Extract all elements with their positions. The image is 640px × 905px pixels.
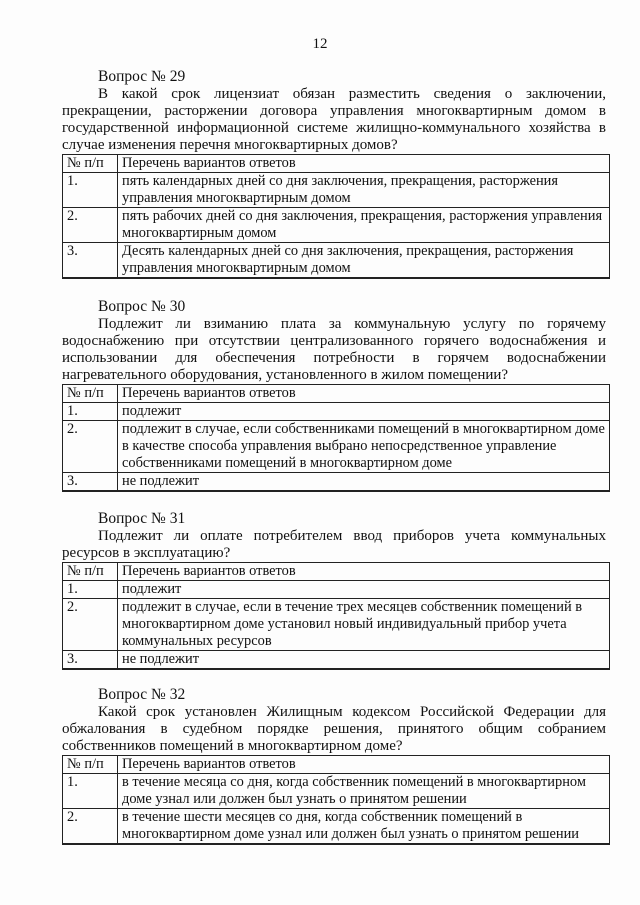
question-title: Вопрос № 31 — [98, 510, 186, 527]
page-number: 12 — [312, 36, 328, 52]
header-cell-answers: Перечень вариантов ответов — [118, 385, 610, 403]
question-title: Вопрос № 30 — [98, 298, 186, 315]
header-cell-answers: Перечень вариантов ответов — [118, 155, 610, 173]
answer-number: 2. — [63, 421, 118, 473]
answer-number: 3. — [63, 651, 118, 670]
answer-text: подлежит в случае, если в течение трех месяцев собственник помещений в многоквартирном доме установил новый индивидуальный прибор учета коммунальных ресурсов — [118, 599, 610, 651]
table-header-row — [63, 385, 610, 403]
answer-text: подлежит — [118, 403, 610, 421]
answer-number: 2. — [63, 208, 118, 243]
table-header-row — [63, 756, 610, 774]
answers-table — [62, 154, 610, 279]
table-row — [63, 774, 610, 809]
header-cell-answers: Перечень вариантов ответов — [118, 756, 610, 774]
answer-text: в течение шести месяцев со дня, когда собственник помещений в многоквартирном доме узнал или должен был узнать о принятом решении — [118, 809, 610, 845]
answer-number: 1. — [63, 403, 118, 421]
table-row — [63, 243, 610, 279]
answer-text: пять календарных дней со дня заключения, прекращения, расторжения управления многоквартирным домом — [118, 173, 610, 208]
table-row — [63, 599, 610, 651]
answer-text: подлежит — [118, 581, 610, 599]
question-32 — [62, 686, 610, 845]
header-cell-number: № п/п — [63, 756, 118, 774]
answer-text: не подлежит — [118, 473, 610, 492]
answer-text: пять рабочих дней со дня заключения, прекращения, расторжения управления многоквартирным домом — [118, 208, 610, 243]
table-row — [63, 421, 610, 473]
question-text: Подлежит ли взиманию плата за коммунальную услугу по горячему водоснабжению при отсутствии централизованного горячего водоснабжения и использовании для обеспечения потребности в горячем водоснабжении нагревательного оборудования, установленного в жилом помещении? — [62, 316, 606, 383]
question-30 — [62, 298, 610, 492]
answer-text: подлежит в случае, если собственниками помещений в многоквартирном доме в качестве способа управления выбрано непосредственное управление собственниками помещений в многоквартирном доме — [118, 421, 610, 473]
table-row — [63, 809, 610, 845]
answer-text: в течение месяца со дня, когда собственник помещений в многоквартирном доме узнал или должен был узнать о принятом решении — [118, 774, 610, 809]
table-row — [63, 173, 610, 208]
header-cell-number: № п/п — [63, 155, 118, 173]
question-31 — [62, 510, 610, 670]
table-row — [63, 651, 610, 670]
question-title: Вопрос № 29 — [98, 68, 186, 85]
answer-text: не подлежит — [118, 651, 610, 670]
header-cell-number: № п/п — [63, 563, 118, 581]
answer-number: 1. — [63, 173, 118, 208]
question-29 — [62, 68, 610, 279]
answer-number: 3. — [63, 473, 118, 492]
answer-number: 1. — [63, 774, 118, 809]
answer-text: Десять календарных дней со дня заключения, прекращения, расторжения управления многоквартирным домом — [118, 243, 610, 279]
answers-table — [62, 562, 610, 670]
question-text: В какой срок лицензиат обязан разместить сведения о заключении, прекращении, расторжении договора управления многоквартирным домом в государственной информационной системе жилищно-коммунального хозяйства в случае изменения перечня многоквартирных домов? — [62, 86, 606, 153]
question-title: Вопрос № 32 — [98, 686, 186, 703]
table-header-row — [63, 563, 610, 581]
answer-number: 3. — [63, 243, 118, 279]
answers-table — [62, 384, 610, 492]
question-text: Какой срок установлен Жилищным кодексом Российской Федерации для обжалования в судебном порядке решения, принятого общим собранием собственников помещений в многоквартирном доме? — [62, 704, 606, 754]
header-cell-answers: Перечень вариантов ответов — [118, 563, 610, 581]
answers-table — [62, 755, 610, 845]
table-row — [63, 581, 610, 599]
question-text: Подлежит ли оплате потребителем ввод приборов учета коммунальных ресурсов в эксплуатацию? — [62, 528, 606, 561]
table-row — [63, 473, 610, 492]
answer-number: 1. — [63, 581, 118, 599]
table-row — [63, 208, 610, 243]
header-cell-number: № п/п — [63, 385, 118, 403]
answer-number: 2. — [63, 599, 118, 651]
table-header-row — [63, 155, 610, 173]
answer-number: 2. — [63, 809, 118, 845]
table-row — [63, 403, 610, 421]
